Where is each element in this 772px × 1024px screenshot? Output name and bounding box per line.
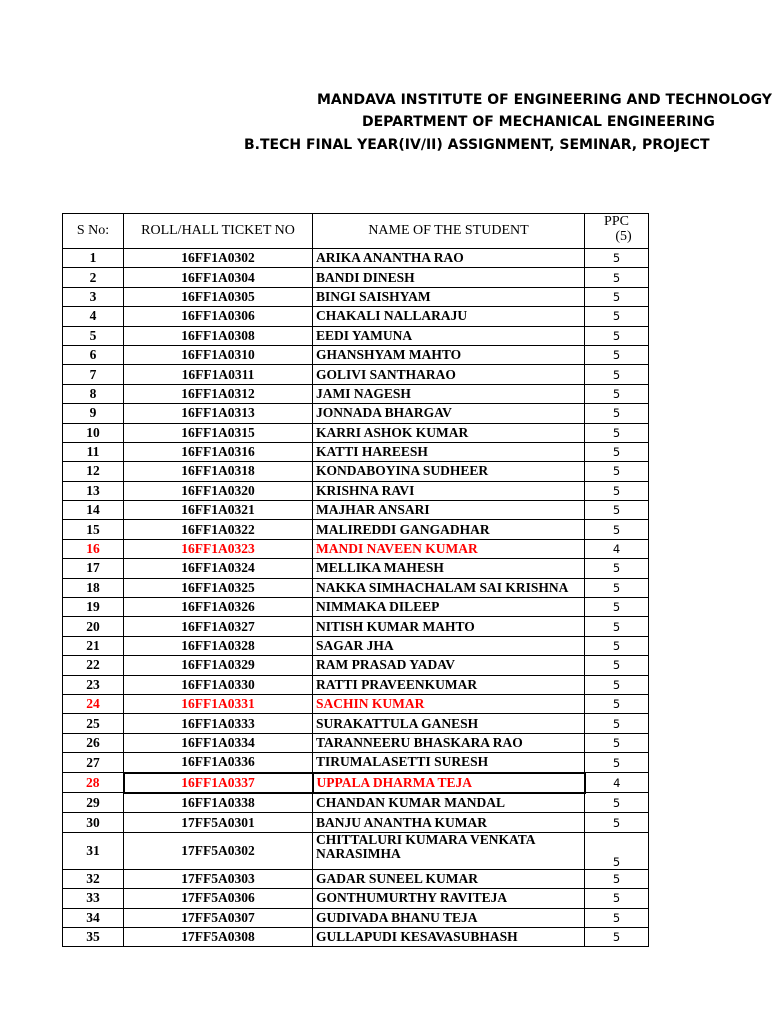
cell-name: GONTHUMURTHY RAVITEJA: [313, 889, 585, 908]
cell-sno: 11: [63, 442, 124, 461]
marks-table: [62, 213, 649, 947]
cell-sno: 31: [63, 832, 124, 869]
cell-ppc: 5: [585, 793, 649, 813]
cell-name: ARIKA ANANTHA RAO: [313, 249, 585, 268]
cell-ppc: 5: [585, 908, 649, 927]
cell-name: KONDABOYINA SUDHEER: [313, 462, 585, 481]
cell-roll: 17FF5A0302: [124, 832, 313, 869]
table-row: [63, 793, 649, 813]
table-header-row: [63, 214, 649, 249]
cell-name: BANDI DINESH: [313, 268, 585, 287]
cell-name: TARANNEERU BHASKARA RAO: [313, 733, 585, 752]
cell-sno: 5: [63, 326, 124, 345]
cell-name: BANJU ANANTHA KUMAR: [313, 813, 585, 832]
cell-ppc: 5: [585, 927, 649, 946]
cell-name: MANDI NAVEEN KUMAR: [313, 539, 585, 558]
cell-name: NITISH KUMAR MAHTO: [313, 617, 585, 636]
cell-ppc: 5: [585, 832, 649, 869]
cell-ppc: 5: [585, 326, 649, 345]
cell-name: EEDI YAMUNA: [313, 326, 585, 345]
cell-ppc: 5: [585, 598, 649, 617]
cell-name: BINGI SAISHYAM: [313, 287, 585, 306]
cell-ppc: 5: [585, 345, 649, 364]
cell-name: CHAKALI NALLARAJU: [313, 307, 585, 326]
cell-sno: 23: [63, 675, 124, 694]
cell-sno: 15: [63, 520, 124, 539]
table-row: [63, 773, 649, 793]
cell-roll: 16FF1A0322: [124, 520, 313, 539]
cell-sno: 2: [63, 268, 124, 287]
table-row: [63, 462, 649, 481]
cell-sno: 20: [63, 617, 124, 636]
cell-sno: 16: [63, 539, 124, 558]
cell-ppc: 5: [585, 384, 649, 403]
cell-sno: 1: [63, 249, 124, 268]
cell-roll: 16FF1A0306: [124, 307, 313, 326]
cell-name: GUDIVADA BHANU TEJA: [313, 908, 585, 927]
col-header-sno: S No:: [63, 214, 124, 249]
table-row: [63, 326, 649, 345]
cell-ppc: 5: [585, 753, 649, 773]
cell-ppc: 5: [585, 365, 649, 384]
cell-roll: 16FF1A0315: [124, 423, 313, 442]
cell-name: JONNADA BHARGAV: [313, 404, 585, 423]
cell-sno: 35: [63, 927, 124, 946]
table-row: [63, 675, 649, 694]
department-name: DEPARTMENT OF MECHANICAL ENGINEERING: [362, 114, 715, 130]
cell-roll: 17FF5A0307: [124, 908, 313, 927]
cell-roll: 16FF1A0323: [124, 539, 313, 558]
cell-roll: 16FF1A0330: [124, 675, 313, 694]
document-header: [0, 0, 772, 200]
cell-name: NIMMAKA DILEEP: [313, 598, 585, 617]
table-row: [63, 307, 649, 326]
cell-sno: 14: [63, 501, 124, 520]
cell-ppc: 5: [585, 423, 649, 442]
cell-name: GHANSHYAM MAHTO: [313, 345, 585, 364]
cell-sno: 18: [63, 578, 124, 597]
cell-roll: 17FF5A0306: [124, 889, 313, 908]
cell-ppc: 5: [585, 442, 649, 461]
table-row: [63, 694, 649, 713]
table-row: [63, 832, 649, 869]
cell-roll: 16FF1A0305: [124, 287, 313, 306]
table-row: [63, 423, 649, 442]
cell-name: RAM PRASAD YADAV: [313, 656, 585, 675]
cell-roll: 16FF1A0320: [124, 481, 313, 500]
cell-roll: 16FF1A0327: [124, 617, 313, 636]
cell-ppc: 5: [585, 889, 649, 908]
cell-sno: 34: [63, 908, 124, 927]
cell-ppc: 5: [585, 694, 649, 713]
cell-ppc: 5: [585, 813, 649, 832]
cell-name: RATTI PRAVEENKUMAR: [313, 675, 585, 694]
cell-ppc: 5: [585, 501, 649, 520]
cell-name: GADAR SUNEEL KUMAR: [313, 869, 585, 888]
cell-roll: 16FF1A0329: [124, 656, 313, 675]
cell-name: MALIREDDI GANGADHAR: [313, 520, 585, 539]
cell-roll: 17FF5A0308: [124, 927, 313, 946]
cell-name: SURAKATTULA GANESH: [313, 714, 585, 733]
cell-name: SACHIN KUMAR: [313, 694, 585, 713]
table-row: [63, 481, 649, 500]
cell-roll: 16FF1A0328: [124, 636, 313, 655]
cell-roll: 16FF1A0310: [124, 345, 313, 364]
cell-name: GOLIVI SANTHARAO: [313, 365, 585, 384]
table-row: [63, 908, 649, 927]
cell-name: CHANDAN KUMAR MANDAL: [313, 793, 585, 813]
cell-ppc: 5: [585, 617, 649, 636]
table-row: [63, 539, 649, 558]
cell-name: KARRI ASHOK KUMAR: [313, 423, 585, 442]
cell-name: UPPALA DHARMA TEJA: [313, 773, 585, 793]
table-row: [63, 636, 649, 655]
cell-sno: 9: [63, 404, 124, 423]
col-header-ppc-label: PPC: [604, 214, 629, 229]
cell-sno: 32: [63, 869, 124, 888]
cell-name: CHITTALURI KUMARA VENKATA NARASIMHA: [313, 832, 585, 869]
cell-ppc: 5: [585, 578, 649, 597]
sheet-title: B.TECH FINAL YEAR(IV/II) ASSIGNMENT, SEMINAR, PROJECT: [244, 137, 710, 153]
table-row: [63, 249, 649, 268]
cell-ppc: 5: [585, 481, 649, 500]
cell-ppc: 5: [585, 404, 649, 423]
cell-roll: 16FF1A0321: [124, 501, 313, 520]
cell-sno: 3: [63, 287, 124, 306]
table-row: [63, 268, 649, 287]
table-row: [63, 345, 649, 364]
cell-roll: 16FF1A0308: [124, 326, 313, 345]
table-row: [63, 287, 649, 306]
col-header-name: NAME OF THE STUDENT: [313, 214, 585, 249]
cell-ppc: 5: [585, 636, 649, 655]
cell-roll: 16FF1A0331: [124, 694, 313, 713]
cell-name: MAJHAR ANSARI: [313, 501, 585, 520]
cell-ppc: 5: [585, 307, 649, 326]
table-row: [63, 813, 649, 832]
cell-name: SAGAR JHA: [313, 636, 585, 655]
cell-roll: 16FF1A0316: [124, 442, 313, 461]
cell-sno: 25: [63, 714, 124, 733]
table-row: [63, 869, 649, 888]
cell-sno: 33: [63, 889, 124, 908]
institute-name: MANDAVA INSTITUTE OF ENGINEERING AND TECHNOLOGY: [317, 92, 772, 108]
cell-sno: 17: [63, 559, 124, 578]
cell-sno: 7: [63, 365, 124, 384]
table-row: [63, 598, 649, 617]
cell-name: TIRUMALASETTI SURESH: [313, 753, 585, 773]
cell-sno: 28: [63, 773, 124, 793]
cell-sno: 4: [63, 307, 124, 326]
table-row: [63, 617, 649, 636]
cell-name: NAKKA SIMHACHALAM SAI KRISHNA: [313, 578, 585, 597]
cell-sno: 24: [63, 694, 124, 713]
cell-roll: 16FF1A0312: [124, 384, 313, 403]
cell-ppc: 5: [585, 656, 649, 675]
cell-roll: 16FF1A0337: [124, 773, 313, 793]
cell-roll: 16FF1A0338: [124, 793, 313, 813]
cell-roll: 17FF5A0301: [124, 813, 313, 832]
table-row: [63, 889, 649, 908]
cell-ppc: 5: [585, 462, 649, 481]
cell-roll: 16FF1A0326: [124, 598, 313, 617]
cell-sno: 29: [63, 793, 124, 813]
cell-roll: 16FF1A0324: [124, 559, 313, 578]
cell-roll: 16FF1A0318: [124, 462, 313, 481]
cell-roll: 17FF5A0303: [124, 869, 313, 888]
cell-sno: 30: [63, 813, 124, 832]
table-row: [63, 384, 649, 403]
cell-sno: 8: [63, 384, 124, 403]
cell-sno: 6: [63, 345, 124, 364]
cell-roll: 16FF1A0333: [124, 714, 313, 733]
cell-name: GULLAPUDI KESAVASUBHASH: [313, 927, 585, 946]
table-row: [63, 714, 649, 733]
cell-ppc: 4: [585, 773, 649, 793]
cell-name: KRISHNA RAVI: [313, 481, 585, 500]
cell-roll: 16FF1A0325: [124, 578, 313, 597]
table-row: [63, 404, 649, 423]
cell-ppc: 5: [585, 559, 649, 578]
cell-roll: 16FF1A0302: [124, 249, 313, 268]
table-row: [63, 365, 649, 384]
table-row: [63, 559, 649, 578]
cell-sno: 26: [63, 733, 124, 752]
cell-ppc: 5: [585, 714, 649, 733]
col-header-roll: ROLL/HALL TICKET NO: [124, 214, 313, 249]
cell-roll: 16FF1A0304: [124, 268, 313, 287]
cell-ppc: 5: [585, 287, 649, 306]
table-row: [63, 520, 649, 539]
cell-sno: 19: [63, 598, 124, 617]
cell-sno: 10: [63, 423, 124, 442]
cell-roll: 16FF1A0336: [124, 753, 313, 773]
cell-ppc: 5: [585, 249, 649, 268]
table-row: [63, 753, 649, 773]
cell-ppc: 5: [585, 869, 649, 888]
table-row: [63, 733, 649, 752]
cell-name: JAMI NAGESH: [313, 384, 585, 403]
table-row: [63, 927, 649, 946]
table-row: [63, 501, 649, 520]
cell-sno: 21: [63, 636, 124, 655]
table-row: [63, 656, 649, 675]
cell-roll: 16FF1A0334: [124, 733, 313, 752]
cell-sno: 22: [63, 656, 124, 675]
cell-ppc: 5: [585, 675, 649, 694]
col-header-ppc-max: (5): [615, 229, 632, 244]
cell-ppc: 5: [585, 520, 649, 539]
cell-name: KATTI HAREESH: [313, 442, 585, 461]
cell-ppc: 5: [585, 733, 649, 752]
cell-roll: 16FF1A0313: [124, 404, 313, 423]
cell-name: MELLIKA MAHESH: [313, 559, 585, 578]
cell-sno: 27: [63, 753, 124, 773]
table-row: [63, 442, 649, 461]
table-row: [63, 578, 649, 597]
cell-sno: 13: [63, 481, 124, 500]
col-header-ppc: [585, 214, 649, 249]
cell-ppc: 5: [585, 268, 649, 287]
cell-ppc: 4: [585, 539, 649, 558]
cell-roll: 16FF1A0311: [124, 365, 313, 384]
cell-sno: 12: [63, 462, 124, 481]
